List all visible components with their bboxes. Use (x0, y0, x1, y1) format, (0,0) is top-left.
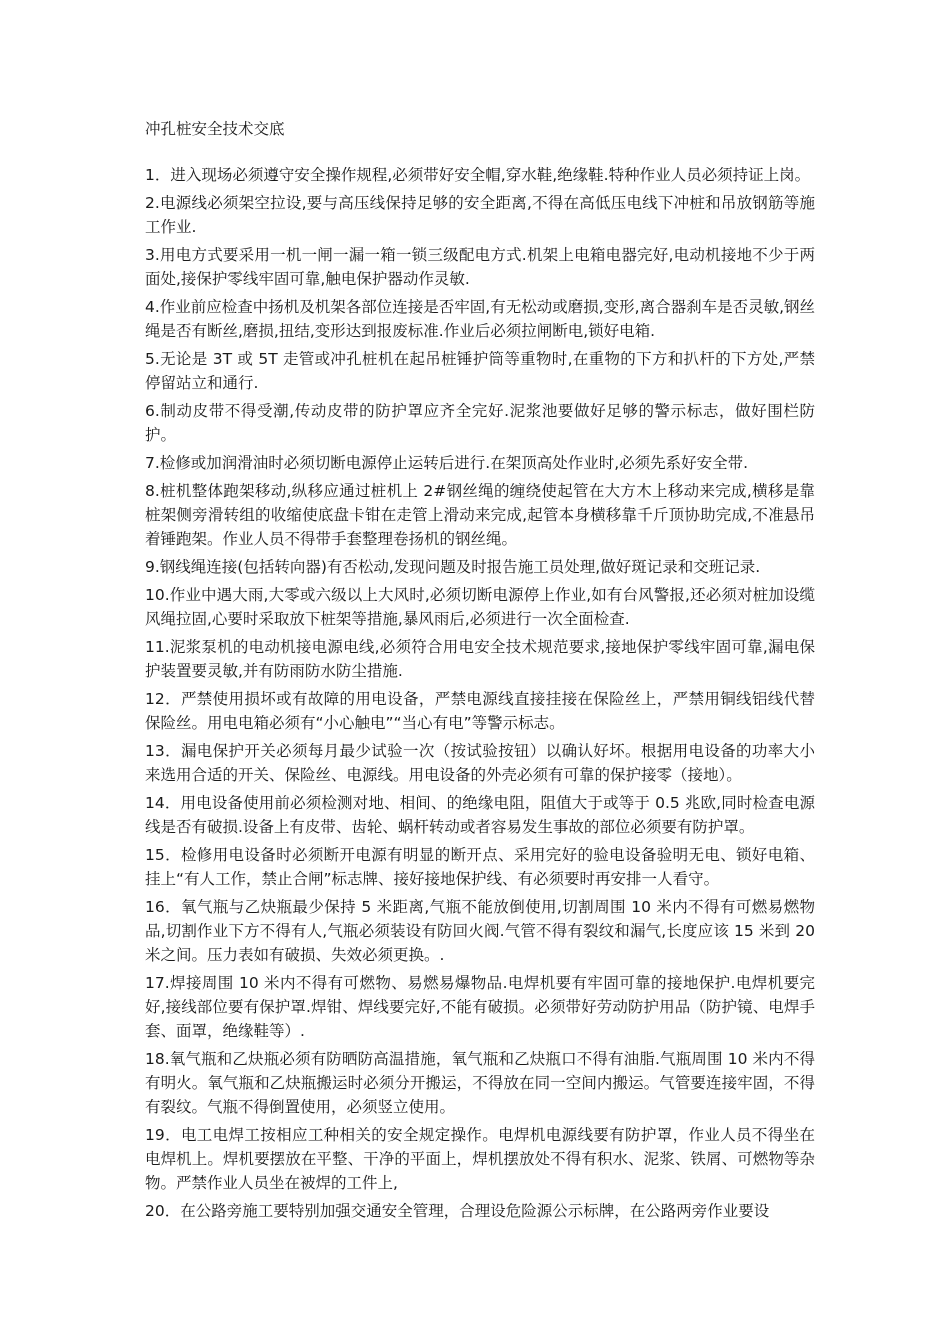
list-item: 1．进入现场必须遵守安全操作规程,必须带好安全帽,穿水鞋,绝缘鞋.特种作业人员必须持证上岗。 (145, 166, 811, 184)
list-item: 11.泥浆泵机的电动机接电源电线,必须符合用电安全技术规范要求,接地保护零线牢固可靠,漏电保护装置要灵敏,并有防雨防水防尘措施. (145, 638, 815, 680)
list-item: 14．用电设备使用前必须检测对地、相间、的绝缘电阻，阻值大于或等于 0.5 兆欧,同时检查电源线是否有破损.设备上有皮带、齿轮、蜗杆转动或者容易发生事故的部位必须要有防护罩。 (145, 794, 815, 836)
list-item: 18.氧气瓶和乙炔瓶必须有防晒防高温措施，氧气瓶和乙炔瓶口不得有油脂.气瓶周围 10 米内不得有明火。氧气瓶和乙炔瓶搬运时必须分开搬运，不得放在同一空间内搬运。气管要连接牢固，不得有裂纹。气瓶不得倒置使用，必须竖立使用。 (145, 1050, 815, 1116)
list-item: 5.无论是 3T 或 5T 走管或冲孔桩机在起吊桩锤护筒等重物时,在重物的下方和扒杆的下方处,严禁停留站立和通行. (145, 350, 815, 392)
list-item: 12．严禁使用损坏或有故障的用电设备，严禁电源线直接挂接在保险丝上，严禁用铜线铝线代替保险丝。用电电箱必须有“小心触电”“当心有电”等警示标志。 (145, 690, 815, 732)
list-item: 15．检修用电设备时必须断开电源有明显的断开点、采用完好的验电设备验明无电、锁好电箱、挂上“有人工作，禁止合闸”标志牌、接好接地保护线、有必须要时再安排一人看守。 (145, 846, 815, 888)
list-item: 8.桩机整体跑架移动,纵移应通过桩机上 2#钢丝绳的缠绕使起管在大方木上移动来完成,横移是靠桩架侧旁滑转组的收缩使底盘卡钳在走管上滑动来完成,起管本身横移靠千斤顶协助完成,不准悬吊着锤跑架。作业人员不得带手套整理卷扬机的钢丝绳。 (145, 482, 815, 548)
list-item: 17.焊接周围 10 米内不得有可燃物、易燃易爆物品.电焊机要有牢固可靠的接地保护.电焊机要完好,接线部位要有保护罩.焊钳、焊线要完好,不能有破损。必须带好劳动防护用品（防护镜、电焊手套、面罩，绝缘鞋等）. (145, 974, 815, 1040)
list-item: 3.用电方式要采用一机一闸一漏一箱一锁三级配电方式.机架上电箱电器完好,电动机接地不少于两面处,接保护零线牢固可靠,触电保护器动作灵敏. (145, 246, 815, 288)
list-item: 9.钢线绳连接(包括转向器)有否松动,发现问题及时报告施工员处理,做好斑记录和交班记录. (145, 558, 761, 576)
list-item: 4.作业前应检查中扬机及机架各部位连接是否牢固,有无松动或磨损,变形,离合器刹车是否灵敏,钢丝绳是否有断丝,磨损,扭结,变形达到报废标准.作业后必须拉闸断电,锁好电箱. (145, 298, 815, 340)
list-item: 7.检修或加润滑油时必须切断电源停止运转后进行.在架顶高处作业时,必须先系好安全带. (145, 454, 749, 472)
list-item: 20．在公路旁施工要特别加强交通安全管理，合理设危险源公示标牌，在公路两旁作业要设 (145, 1202, 770, 1220)
document-title: 冲孔桩安全技术交底 (145, 120, 285, 138)
document-body (145, 117, 815, 1227)
list-item: 6.制动皮带不得受潮,传动皮带的防护罩应齐全完好.泥浆池要做好足够的警示标志，做好围栏防护。 (145, 402, 815, 444)
safety-item-list (145, 163, 815, 1223)
list-item: 19．电工电焊工按相应工种相关的安全规定操作。电焊机电源线要有防护罩，作业人员不得坐在电焊机上。焊机要摆放在平整、干净的平面上，焊机摆放处不得有积水、泥浆、铁屑、可燃物等杂物。严禁作业人员坐在被焊的工件上, (145, 1126, 815, 1192)
list-item: 16．氧气瓶与乙炔瓶最少保持 5 米距离,气瓶不能放倒使用,切割周围 10 米内不得有可燃易燃物品,切割作业下方不得有人,气瓶必须装设有防回火阀.气管不得有裂纹和漏气,长度应该 15 米到 20 米之间。压力表如有破损、失效必须更换。. (145, 898, 815, 964)
list-item: 2.电源线必须架空拉设,要与高压线保持足够的安全距离,不得在高低压电线下冲桩和吊放钢筋等施工作业. (145, 194, 815, 236)
list-item: 13．漏电保护开关必须每月最少试验一次（按试验按钮）以确认好坏。根据用电设备的功率大小来选用合适的开关、保险丝、电源线。用电设备的外壳必须有可靠的保护接零（接地）。 (145, 742, 815, 784)
list-item: 10.作业中遇大雨,大零或六级以上大风时,必须切断电源停上作业,如有台风警报,还必须对桩加设缆风绳拉固,心要时采取放下桩架等措施,暴风雨后,必须进行一次全面检查. (145, 586, 815, 628)
